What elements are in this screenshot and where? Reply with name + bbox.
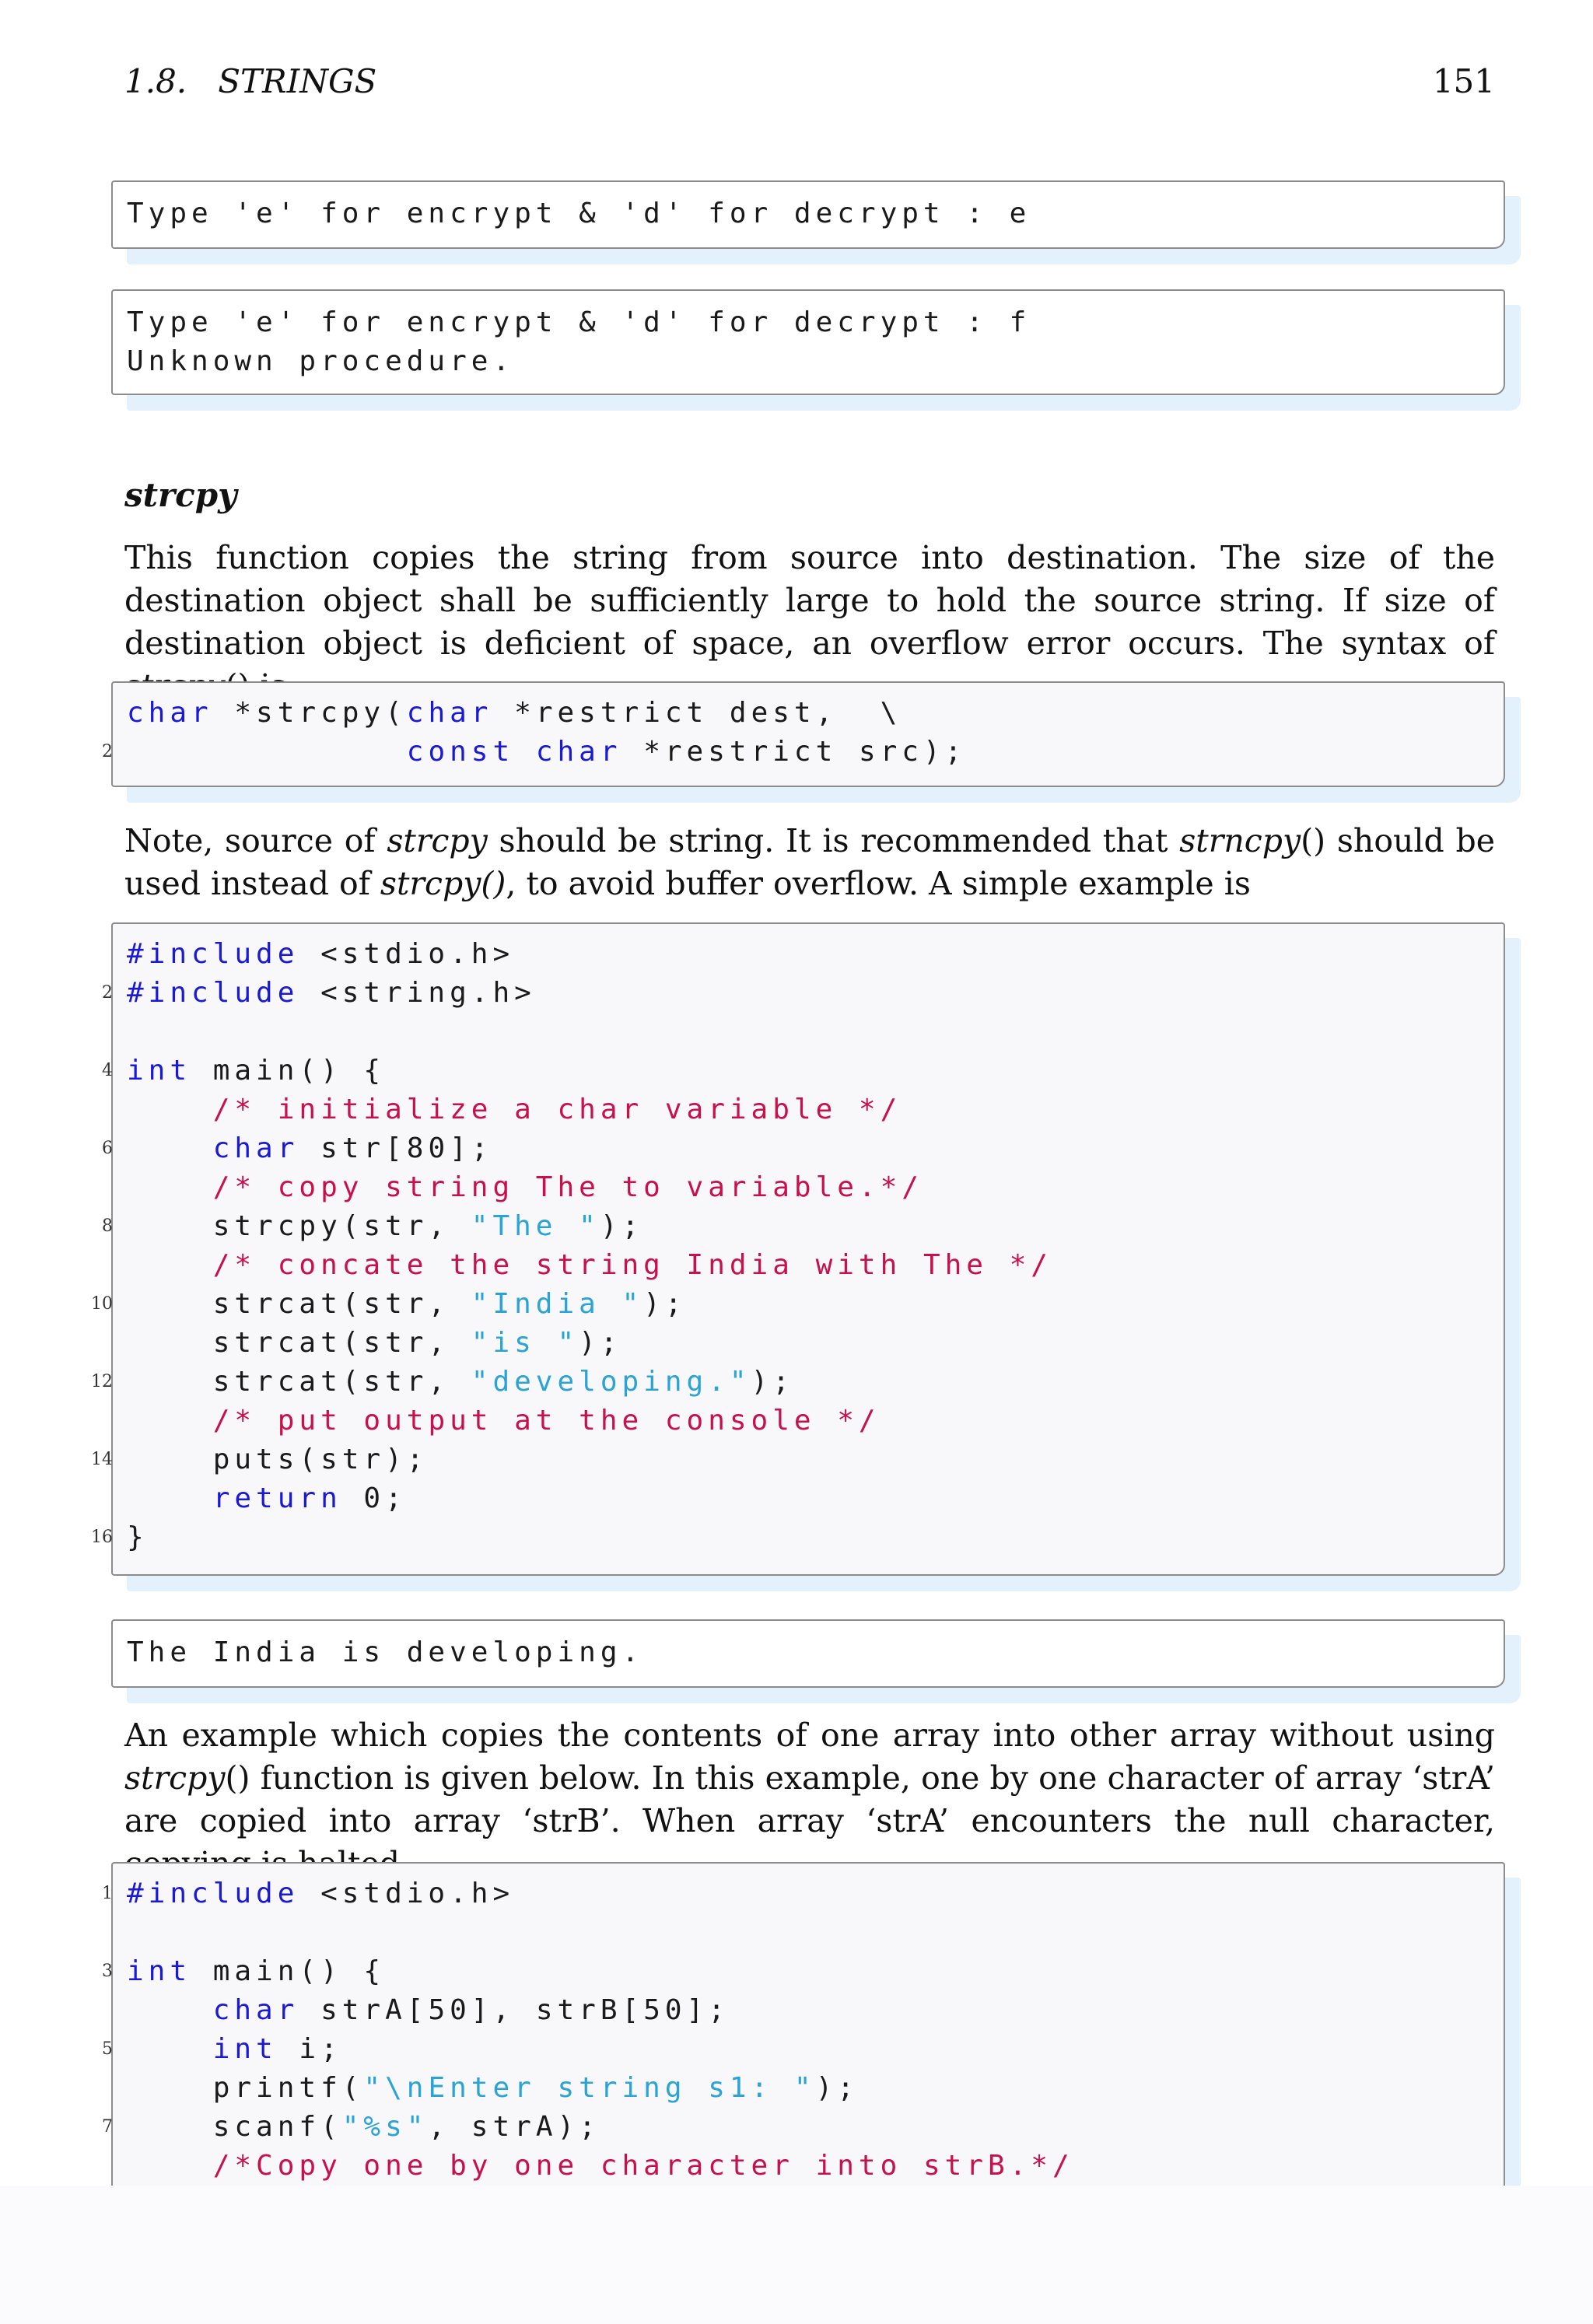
paragraph-note [124, 820, 1495, 905]
paragraph-text: Note, source of [124, 822, 387, 859]
line-number: 10 [91, 1294, 113, 1314]
output-line: Unknown procedure. [127, 345, 515, 377]
section-title: 1.8. STRINGS [124, 62, 377, 100]
code-line: char *strcpy(char *restrict dest, \ [127, 697, 902, 729]
function-name: strcpy() [380, 865, 506, 902]
line-number: 16 [91, 1528, 113, 1547]
code-line: strcat(str, "India "); [127, 1288, 687, 1320]
paragraph-text: An example which copies the contents of one array into other array without using [124, 1717, 1495, 1754]
code-line: puts(str); [127, 1444, 429, 1475]
line-number: 14 [91, 1450, 113, 1469]
code-line: /* initialize a char variable */ [212, 1094, 902, 1125]
line-number: 7 [102, 2117, 113, 2137]
code-line: scanf("%s", strA); [127, 2111, 600, 2143]
code-line: int i; [212, 2033, 342, 2065]
page-number: 151 [1432, 62, 1495, 100]
function-name: strcpy [124, 1759, 226, 1797]
function-name: strncpy [1179, 822, 1301, 859]
code-line: /* concate the string India with The */ [212, 1249, 1052, 1281]
code-line: #include <string.h> [127, 977, 536, 1009]
output-line: Type 'e' for encrypt & 'd' for decrypt : f [127, 306, 1031, 338]
line-number: 4 [102, 1061, 113, 1080]
line-number: 1 [102, 1884, 113, 1903]
paragraph-text: () function is given below. In this example, one by one character of array ‘strA’ are copied into array ‘strB’. When array ‘strA’ encounters the null character, [124, 1759, 1495, 1839]
code-line: /* copy string The to variable.*/ [212, 1171, 923, 1203]
code-line: int main() { [127, 1055, 386, 1087]
output-box-unknown [111, 289, 1505, 395]
code-line: const char *restrict src); [406, 736, 967, 768]
running-head [124, 62, 1495, 109]
code-line: char str[80]; [212, 1132, 493, 1164]
code-line: #include <stdio.h> [127, 1878, 515, 1909]
code-line: strcat(str, "is "); [127, 1327, 622, 1359]
output-line: The India is developing. [127, 1636, 644, 1668]
code-line: /* put output at the console */ [212, 1405, 881, 1437]
code-line: #include <stdio.h> [127, 938, 515, 970]
function-name: strcpy [387, 822, 488, 859]
code-line: char strA[50], strB[50]; [212, 1994, 730, 2026]
code-line: strcat(str, "developing."); [127, 1366, 794, 1398]
code-block-syntax [102, 681, 1505, 787]
line-number: 6 [102, 1139, 113, 1158]
page-bottom-margin [0, 2186, 1593, 2324]
paragraph-text: () should be used instead of [124, 822, 1495, 902]
paragraph-text: should be string. It is recommended that [487, 822, 1180, 859]
section-heading: strcpy [124, 476, 237, 514]
code-line: printf("\nEnter string s1: "); [127, 2072, 859, 2104]
code-line: /*Copy one by one character into strB.*/ [212, 2150, 1074, 2182]
code-line: int main() { [127, 1955, 386, 1987]
code-block-example [91, 922, 1505, 1576]
output-box-encrypt [111, 180, 1505, 249]
code-line: return 0; [212, 1482, 407, 1514]
line-number: 3 [102, 1962, 113, 1981]
code-line: strcpy(str, "The "); [127, 1210, 644, 1242]
line-number: 2 [102, 742, 113, 761]
line-number: 8 [102, 1216, 113, 1236]
output-line: Type 'e' for encrypt & 'd' for decrypt : e [127, 198, 1031, 229]
paragraph-text: This function copies the string from source into destination. The size of the destination object shall be sufficiently large to hold the source string. If size of destination object is deficient of space, an overflow error occurs. The syntax of [124, 539, 1495, 662]
line-number: 5 [102, 2039, 113, 2059]
paragraph-copy-example [124, 1714, 1495, 1885]
code-line: } [127, 1521, 149, 1553]
line-number: 2 [102, 983, 113, 1003]
paragraph-text: , to avoid buffer overflow. A simple example is [506, 865, 1251, 902]
output-box-india [111, 1619, 1505, 1688]
line-number: 12 [91, 1372, 113, 1391]
code-block-copy [102, 1862, 1505, 2190]
